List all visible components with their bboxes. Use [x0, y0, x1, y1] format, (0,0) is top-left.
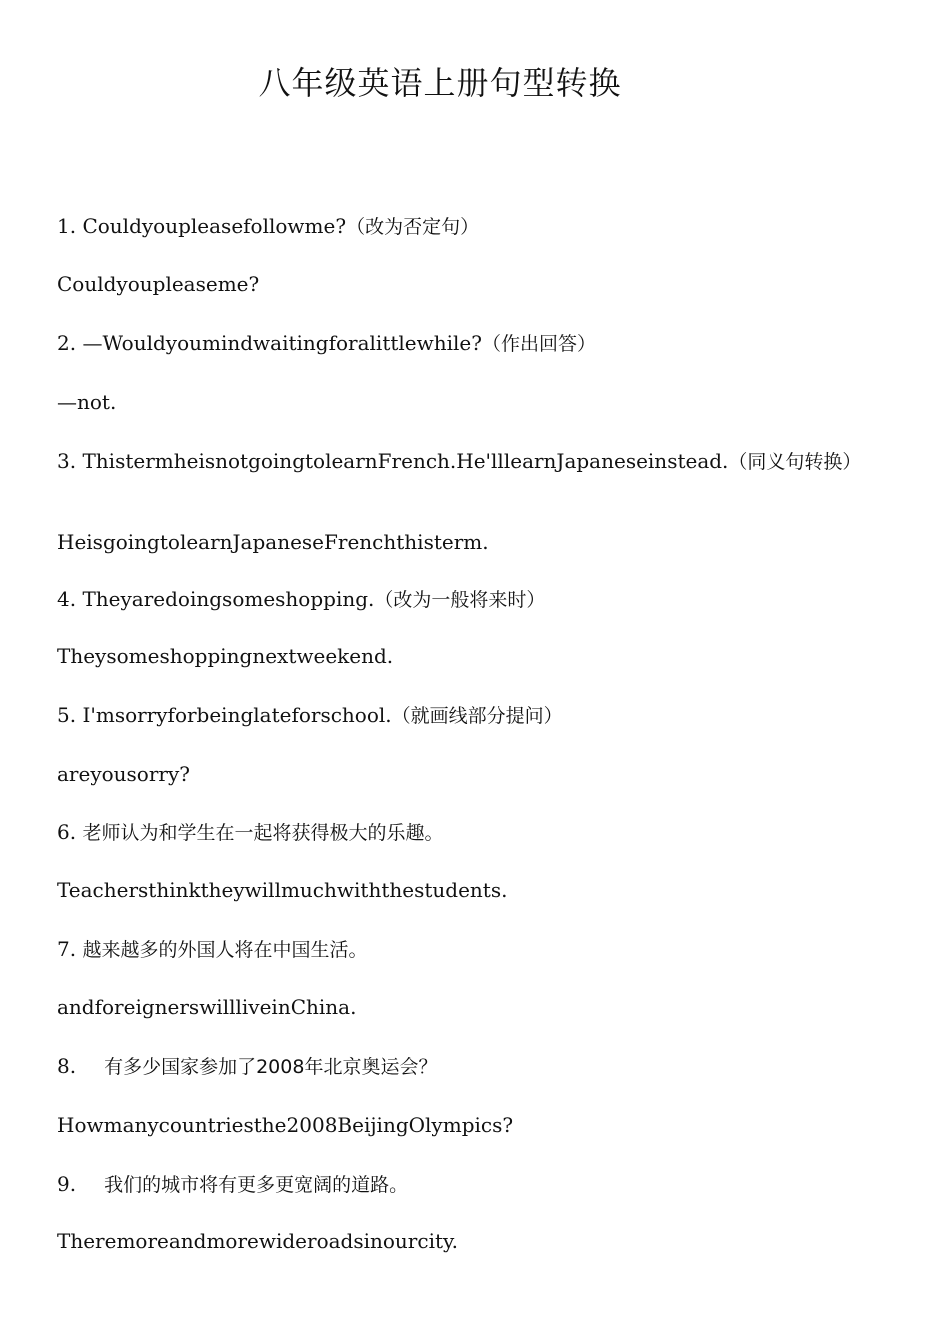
question-instruction: （改为一般将来时） [374, 589, 546, 611]
question-instruction: （作出回答） [481, 333, 596, 355]
question-number: 8. [57, 1054, 77, 1078]
question-instruction: （改为否定句） [346, 216, 480, 238]
question-instruction: （就画线部分提问） [391, 705, 563, 727]
answer-4: Theysomeshoppingnextweekend. [57, 644, 394, 668]
question-english: ThistermheisnotgoingtolearnFrench.He'lllearnJapaneseinstead. [82, 449, 729, 473]
question-chinese: 越来越多的外国人将在中国生活。 [82, 939, 368, 961]
question-chinese: 我们的城市将有更多更宽阔的道路。 [104, 1174, 409, 1196]
question-number: 3. [57, 449, 83, 473]
page-title: 八年级英语上册句型转换 [258, 64, 622, 102]
question-number: 4. [57, 587, 83, 611]
question-7 [57, 936, 877, 963]
question-english: Couldyoupleasefollowme? [82, 214, 347, 238]
answer-7: andforeignerswillliveinChina. [57, 995, 357, 1019]
question-number: 5. [57, 703, 83, 727]
question-9 [57, 1171, 877, 1198]
answer-1: Couldyoupleaseme? [57, 272, 260, 296]
question-english: Theyaredoingsomeshopping. [82, 587, 375, 611]
question-3 [57, 448, 877, 475]
question-chinese: 有多少国家参加了2008年北京奥运会？ [104, 1056, 438, 1078]
answer-3: HeisgoingtolearnJapaneseFrenchthisterm. [57, 530, 489, 554]
question-number: 2. [57, 331, 83, 355]
question-english: I'msorryforbeinglateforschool. [82, 703, 392, 727]
answer-2: —not. [57, 390, 117, 414]
question-chinese: 老师认为和学生在一起将获得极大的乐趣。 [82, 822, 444, 844]
question-english: —Wouldyoumindwaitingforalittlewhile? [82, 331, 482, 355]
answer-6: Teachersthinktheywillmuchwiththestudents. [57, 878, 508, 902]
question-1 [57, 213, 877, 240]
question-6 [57, 819, 877, 846]
question-4 [57, 586, 877, 613]
question-number: 9. [57, 1172, 77, 1196]
question-instruction: （同义句转换） [728, 451, 862, 473]
question-2 [57, 330, 877, 357]
answer-8: Howmanycountriesthe2008BeijingOlympics? [57, 1113, 514, 1137]
answer-9: Theremoreandmorewideroadsinourcity. [57, 1229, 459, 1253]
question-5 [57, 702, 877, 729]
question-number: 1. [57, 214, 83, 238]
question-number: 6. [57, 820, 83, 844]
question-8 [57, 1053, 877, 1080]
answer-5: areyousorry? [57, 762, 190, 786]
question-number: 7. [57, 937, 83, 961]
